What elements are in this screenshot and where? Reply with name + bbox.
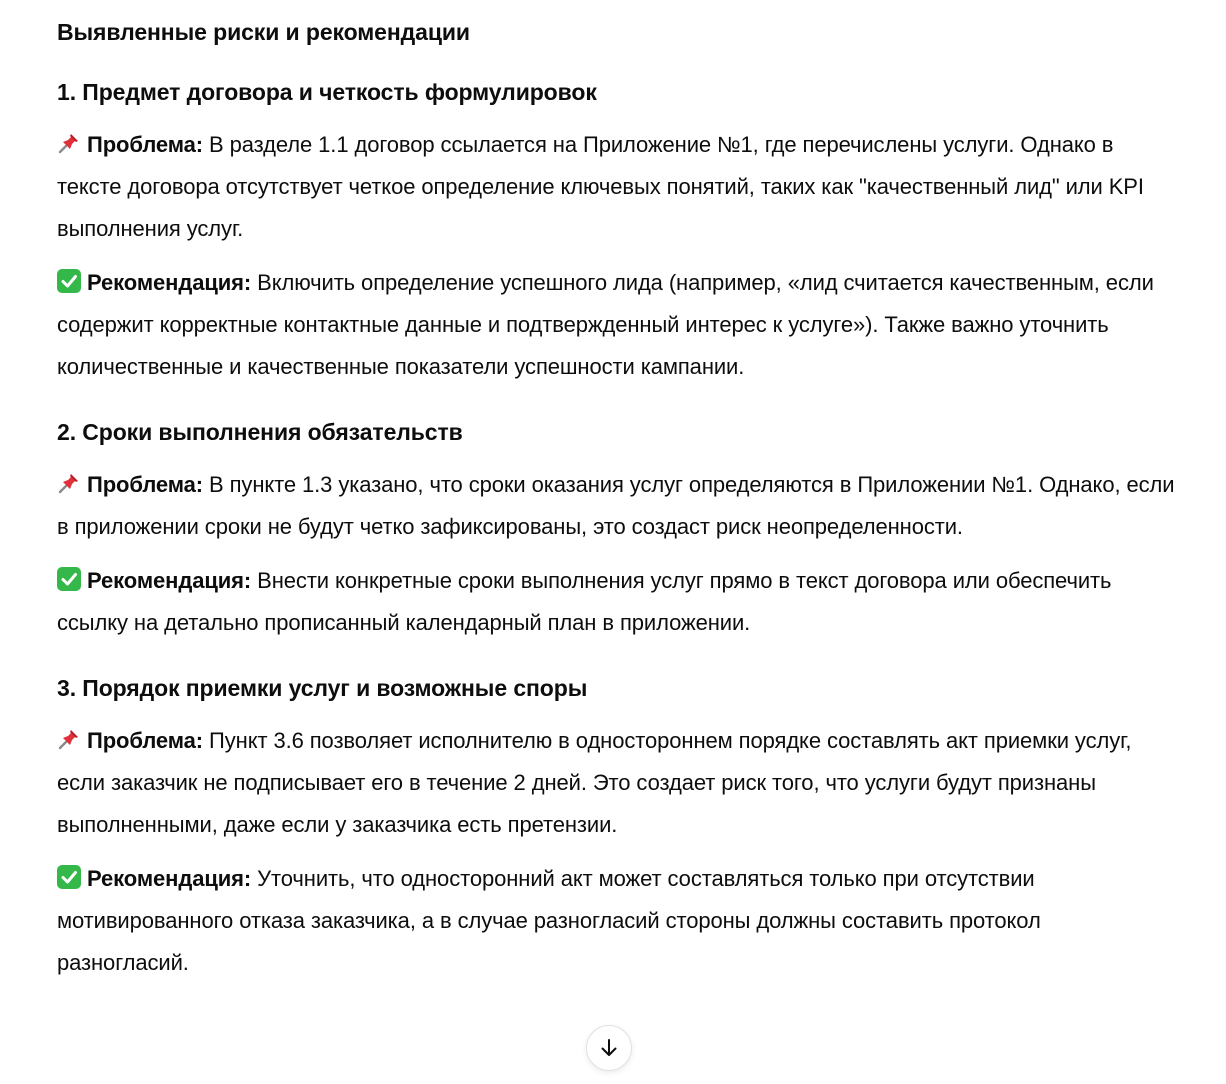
- section-heading: 2. Сроки выполнения обязательств: [57, 419, 463, 445]
- problem-text: В пункте 1.3 указано, что сроки оказания услуг определяются в Приложении №1. Однако, если в приложении сроки не будут четко зафиксированы, это создаст риск неопределенности.: [57, 472, 1175, 539]
- scroll-to-bottom-button[interactable]: [586, 1025, 632, 1071]
- problem-paragraph: [57, 464, 1177, 548]
- problem-text: Пункт 3.6 позволяет исполнителю в одностороннем порядке составлять акт приемки услуг, если заказчик не подписывает его в течение 2 дней. Это создает риск того, что услуги будут признаны выполненными, даже если у заказчика есть претензии.: [57, 728, 1132, 837]
- recommendation-label: Рекомендация:: [87, 866, 252, 891]
- pushpin-icon: [57, 467, 81, 491]
- arrow-down-icon: [598, 1037, 620, 1059]
- section-heading: 3. Порядок приемки услуг и возможные споры: [57, 675, 588, 701]
- pushpin-icon: [57, 127, 81, 151]
- recommendation-paragraph: [57, 560, 1177, 644]
- message-content: [57, 14, 1177, 996]
- recommendation-text: Внести конкретные сроки выполнения услуг прямо в текст договора или обеспечить ссылку на детально прописанный календарный план в приложении.: [57, 568, 1112, 635]
- check-mark-icon: [57, 567, 81, 591]
- problem-label: Проблема:: [87, 472, 204, 497]
- recommendation-label: Рекомендация:: [87, 568, 252, 593]
- recommendation-paragraph: [57, 858, 1177, 984]
- problem-paragraph: [57, 720, 1177, 846]
- section-heading: 1. Предмет договора и четкость формулировок: [57, 79, 597, 105]
- check-mark-icon: [57, 865, 81, 889]
- problem-text: В разделе 1.1 договор ссылается на Приложение №1, где перечислены услуги. Однако в тексте договора отсутствует четкое определение ключевых понятий, таких как "качественный лид" или KPI выполнения услуг.: [57, 132, 1144, 241]
- check-mark-icon: [57, 269, 81, 293]
- page-title: Выявленные риски и рекомендации: [57, 19, 470, 45]
- recommendation-text: Включить определение успешного лида (например, «лид считается качественным, если содержит корректные контактные данные и подтвержденный интерес к услуге»). Также важно уточнить количественные и качественные показатели успешности кампании.: [57, 270, 1154, 379]
- recommendation-paragraph: [57, 262, 1177, 388]
- problem-label: Проблема:: [87, 728, 204, 753]
- recommendation-label: Рекомендация:: [87, 270, 252, 295]
- recommendation-text: Уточнить, что односторонний акт может составляться только при отсутствии мотивированного отказа заказчика, а в случае разногласий стороны должны составить протокол разногласий.: [57, 866, 1041, 975]
- pushpin-icon: [57, 723, 81, 747]
- problem-label: Проблема:: [87, 132, 204, 157]
- problem-paragraph: [57, 124, 1177, 250]
